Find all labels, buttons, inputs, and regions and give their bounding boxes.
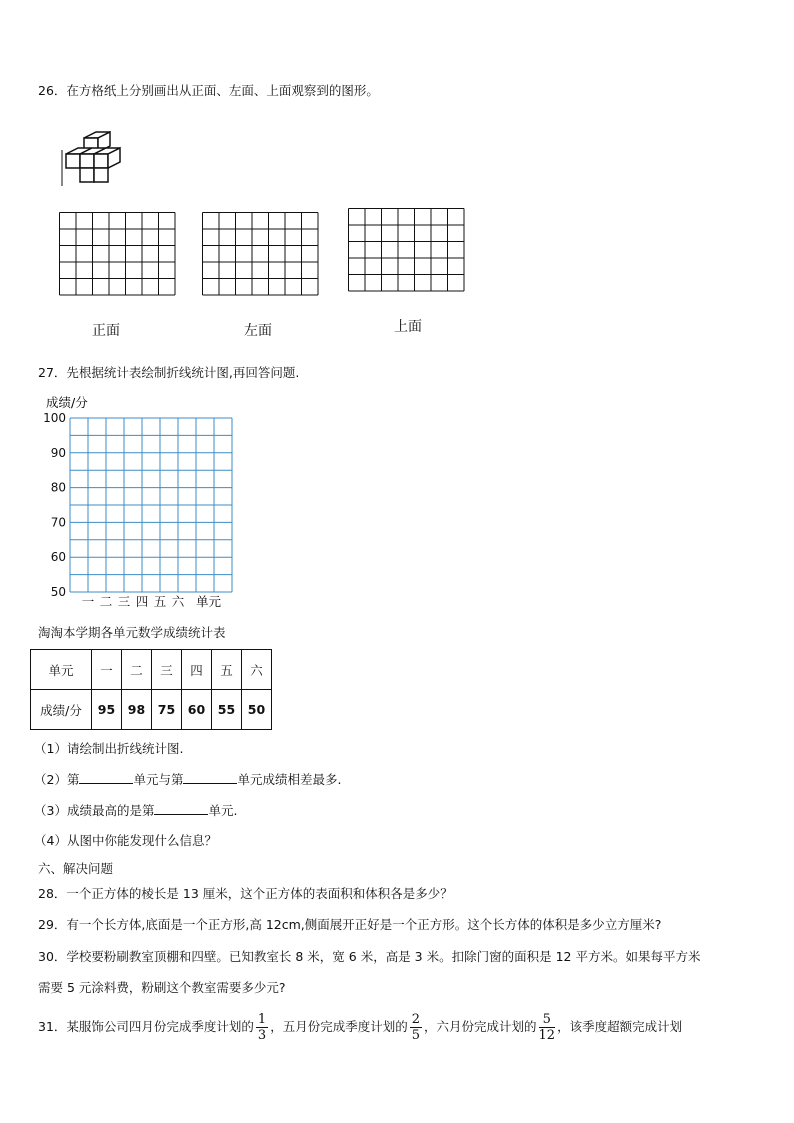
table-row bbox=[31, 690, 272, 730]
cube-figure bbox=[58, 128, 128, 190]
answer-blank[interactable] bbox=[183, 771, 237, 784]
sub3-part-a: （3）成绩最高的是第 bbox=[34, 803, 155, 818]
fraction bbox=[256, 1012, 268, 1043]
q31-part-c: ，六月份完成计划的 bbox=[424, 1019, 537, 1034]
score-table bbox=[30, 649, 272, 730]
chart-xtick-label: 六 bbox=[171, 594, 185, 608]
grid-left[interactable] bbox=[202, 212, 320, 314]
q31-part-d: ，该季度超额完成计划 bbox=[557, 1019, 683, 1034]
section-title: 六、解决问题 bbox=[38, 861, 114, 876]
table-cell: 二 bbox=[122, 650, 152, 690]
q28-text: 28．一个正方体的棱长是 13 厘米，这个正方体的表面积和体积各是多少？ bbox=[38, 886, 453, 901]
table-row bbox=[31, 650, 272, 690]
answer-blank[interactable] bbox=[154, 802, 208, 815]
answer-blank[interactable] bbox=[79, 771, 133, 784]
table-cell: 98 bbox=[122, 690, 152, 730]
fraction bbox=[539, 1012, 556, 1043]
table-cell: 55 bbox=[212, 690, 242, 730]
q30-text-line2: 需要 5 元涂料费，粉刷这个教室需要多少元? bbox=[38, 980, 286, 995]
chart-xlabel: 单元 bbox=[196, 594, 222, 608]
table-cell: 五 bbox=[212, 650, 242, 690]
sub2-part-b: 单元与第 bbox=[133, 772, 184, 787]
sub2-part-a: （2）第 bbox=[34, 772, 80, 787]
q26-text: 26．在方格纸上分别画出从正面、左面、上面观察到的图形。 bbox=[38, 83, 379, 98]
q27-sub4: （4）从图中你能发现什么信息？ bbox=[34, 833, 217, 848]
q30-text-line1: 30．学校要粉刷教室顶棚和四壁。已知教室长 8 米，宽 6 米，高是 3 米。扣除门窗的面积是 12 平方米。如果每平方米 bbox=[38, 949, 701, 964]
table-title: 淘淘本学期各单元数学成绩统计表 bbox=[38, 625, 226, 640]
q31-part-a: 31．某服饰公司四月份完成季度计划的 bbox=[38, 1019, 254, 1034]
label-top: 上面 bbox=[394, 319, 422, 335]
chart-xtick-label: 四 bbox=[135, 594, 149, 608]
table-cell: 三 bbox=[152, 650, 182, 690]
chart-ylabel: 成绩/分 bbox=[46, 395, 88, 410]
label-front: 正面 bbox=[92, 323, 120, 339]
line-chart-grid[interactable] bbox=[30, 388, 270, 608]
fraction-denominator: 5 bbox=[411, 1028, 420, 1043]
q27-sub2 bbox=[34, 771, 341, 789]
table-cell: 六 bbox=[242, 650, 272, 690]
chart-ytick-label: 100 bbox=[43, 411, 66, 425]
q27-sub1: （1）请绘制出折线统计图. bbox=[34, 741, 184, 756]
q31-text bbox=[38, 1010, 682, 1044]
chart-ytick-label: 60 bbox=[50, 550, 66, 565]
table-cell: 60 bbox=[182, 690, 212, 730]
table-cell: 成绩/分 bbox=[31, 690, 92, 730]
table-cell: 一 bbox=[92, 650, 122, 690]
q29-text: 29．有一个长方体,底面是一个正方形,高 12cm,侧面展开正好是一个正方形。这个长方体的体积是多少立方厘米? bbox=[38, 917, 662, 932]
table-cell: 50 bbox=[242, 690, 272, 730]
grid-front[interactable] bbox=[59, 212, 177, 314]
fraction-denominator: 3 bbox=[257, 1028, 267, 1043]
chart-xtick-label: 一 bbox=[81, 594, 95, 608]
fraction-denominator: 12 bbox=[538, 1028, 556, 1043]
chart-xtick-label: 二 bbox=[99, 594, 113, 608]
table-cell: 75 bbox=[152, 690, 182, 730]
sub2-part-c: 单元成绩相差最多. bbox=[237, 772, 342, 787]
chart-ytick-label: 90 bbox=[50, 445, 66, 460]
q27-text: 27．先根据统计表绘制折线统计图,再回答问题. bbox=[38, 365, 300, 380]
fraction bbox=[410, 1012, 422, 1043]
chart-ytick-label: 70 bbox=[50, 515, 66, 530]
chart-ytick-label: 80 bbox=[50, 480, 66, 495]
sub3-part-b: 单元. bbox=[208, 803, 238, 818]
fraction-numerator: 1 bbox=[257, 1012, 267, 1027]
grid-top[interactable] bbox=[348, 208, 466, 310]
table-cell: 四 bbox=[182, 650, 212, 690]
fraction-numerator: 5 bbox=[539, 1012, 556, 1028]
q27-sub3 bbox=[34, 802, 237, 820]
chart-xtick-label: 三 bbox=[117, 594, 131, 608]
label-left: 左面 bbox=[244, 323, 272, 339]
fraction-numerator: 2 bbox=[411, 1012, 420, 1027]
chart-ytick-label: 50 bbox=[50, 585, 66, 599]
q31-part-b: ，五月份完成季度计划的 bbox=[270, 1019, 408, 1034]
table-cell: 单元 bbox=[31, 650, 92, 690]
table-cell: 95 bbox=[92, 690, 122, 730]
chart-xtick-label: 五 bbox=[153, 594, 167, 608]
